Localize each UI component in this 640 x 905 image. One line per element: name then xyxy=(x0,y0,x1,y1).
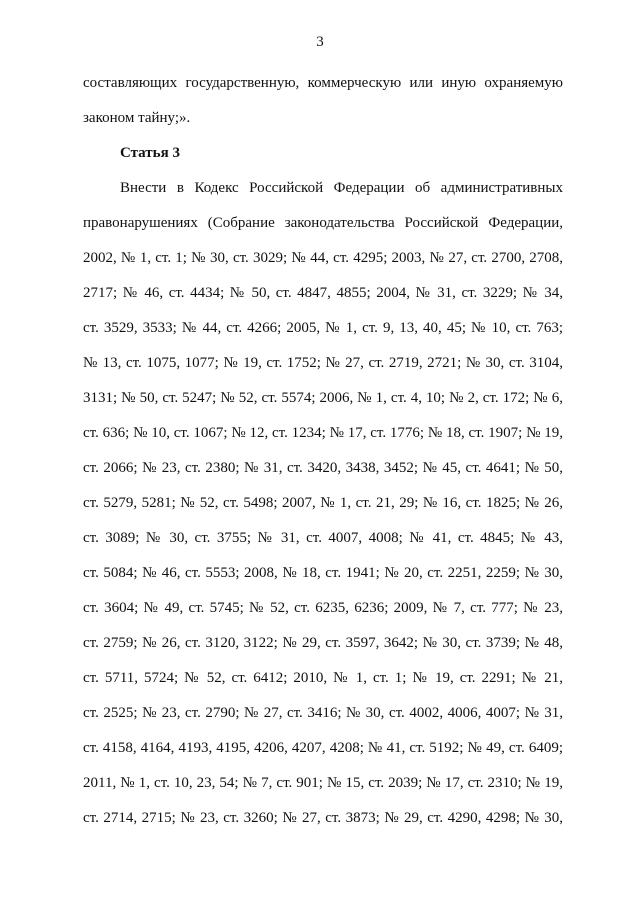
article-heading: Статья 3 xyxy=(120,145,180,161)
article-line: ст. 3089; № 30, ст. 3755; № 31, ст. 4007, 4008; № 41, ст. 4845; № 43, xyxy=(83,530,563,546)
intro-line: законом тайну;». xyxy=(83,110,191,126)
article-line: ст. 5084; № 46, ст. 5553; 2008, № 18, ст. 1941; № 20, ст. 2251, 2259; № 30, xyxy=(83,565,563,581)
article-line: правонарушениях (Собрание законодательства Российской Федерации, xyxy=(83,215,563,231)
article-line: № 13, ст. 1075, 1077; № 19, ст. 1752; № 27, ст. 2719, 2721; № 30, ст. 3104, xyxy=(83,355,563,371)
article-line: ст. 2066; № 23, ст. 2380; № 31, ст. 3420, 3438, 3452; № 45, ст. 4641; № 50, xyxy=(83,460,563,476)
article-line: ст. 5279, 5281; № 52, ст. 5498; 2007, № 1, ст. 21, 29; № 16, ст. 1825; № 26, xyxy=(83,495,563,511)
article-line: ст. 3604; № 49, ст. 5745; № 52, ст. 6235, 6236; 2009, № 7, ст. 777; № 23, xyxy=(83,600,563,616)
article-line: 2011, № 1, ст. 10, 23, 54; № 7, ст. 901; № 15, ст. 2039; № 17, ст. 2310; № 19, xyxy=(83,775,563,791)
article-line: ст. 2714, 2715; № 23, ст. 3260; № 27, ст. 3873; № 29, ст. 4290, 4298; № 30, xyxy=(83,810,563,826)
article-line: 2002, № 1, ст. 1; № 30, ст. 3029; № 44, ст. 4295; 2003, № 27, ст. 2700, 2708, xyxy=(83,250,563,266)
article-line: ст. 636; № 10, ст. 1067; № 12, ст. 1234; № 17, ст. 1776; № 18, ст. 1907; № 19, xyxy=(83,425,563,441)
article-line: ст. 2759; № 26, ст. 3120, 3122; № 29, ст. 3597, 3642; № 30, ст. 3739; № 48, xyxy=(83,635,563,651)
article-line: ст. 5711, 5724; № 52, ст. 6412; 2010, № 1, ст. 1; № 19, ст. 2291; № 21, xyxy=(83,670,563,686)
article-line: ст. 4158, 4164, 4193, 4195, 4206, 4207, 4208; № 41, ст. 5192; № 49, ст. 6409; xyxy=(83,740,563,756)
article-line: ст. 3529, 3533; № 44, ст. 4266; 2005, № 1, ст. 9, 13, 40, 45; № 10, ст. 763; xyxy=(83,320,563,336)
page-number: 3 xyxy=(316,34,324,50)
intro-line: составляющих государственную, коммерческую или иную охраняемую xyxy=(83,75,563,91)
article-line: 3131; № 50, ст. 5247; № 52, ст. 5574; 2006, № 1, ст. 4, 10; № 2, ст. 172; № 6, xyxy=(83,390,563,406)
article-line: 2717; № 46, ст. 4434; № 50, ст. 4847, 4855; 2004, № 31, ст. 3229; № 34, xyxy=(83,285,563,301)
article-first-line: Внести в Кодекс Российской Федерации об административных xyxy=(120,180,563,196)
article-line: ст. 2525; № 23, ст. 2790; № 27, ст. 3416; № 30, ст. 4002, 4006, 4007; № 31, xyxy=(83,705,563,721)
